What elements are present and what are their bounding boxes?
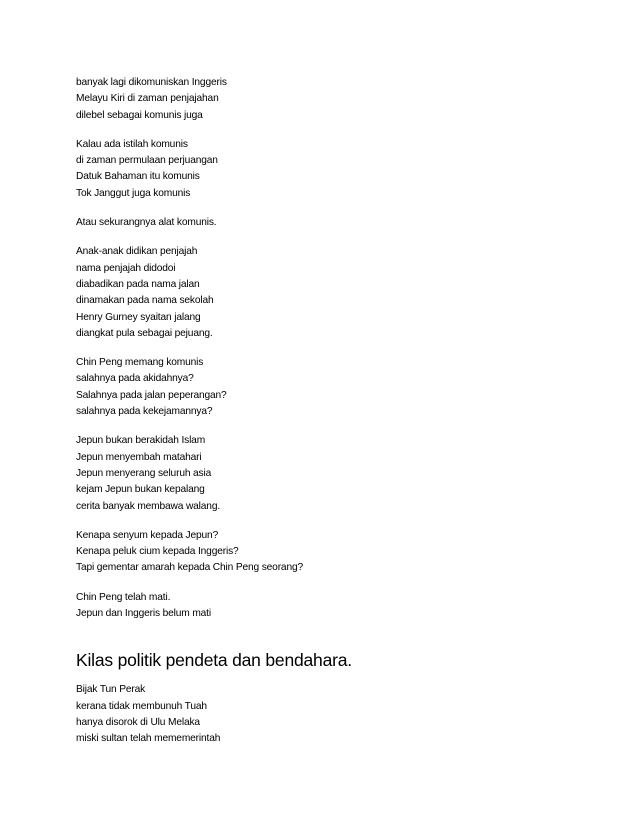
poem-line: dilebel sebagai komunis juga — [76, 109, 203, 121]
poem-line: kejam Jepun bukan kepalang — [76, 484, 205, 496]
poem-line: Chin Peng telah mati. — [76, 591, 171, 603]
final-stanza — [76, 682, 596, 747]
poem-line: Jepun bukan berakidah Islam — [76, 435, 206, 447]
poem-line: diabadikan pada nama jalan — [76, 278, 200, 290]
poem-line: di zaman permulaan perjuangan — [76, 155, 218, 167]
poem-line: dinamakan pada nama sekolah — [76, 295, 214, 307]
stanza-3 — [76, 215, 596, 231]
poem-line: banyak lagi dikomuniskan Inggeris — [76, 77, 227, 88]
poem-line: salahnya pada akidahnya? — [76, 373, 194, 385]
stanza-6 — [76, 433, 596, 514]
stanza-8 — [76, 590, 596, 623]
poem-line: Salahnya pada jalan peperangan? — [76, 389, 227, 401]
poem-line: Melayu Kiri di zaman penjajahan — [76, 93, 219, 105]
poem-line: diangkat pula sebagai pejuang. — [76, 327, 213, 339]
poem-line: Henry Gurney syaitan jalang — [76, 311, 201, 323]
stanza-1 — [76, 75, 596, 124]
poem-line: Jepun menyembah matahari — [76, 451, 202, 463]
poem-line: Chin Peng memang komunis — [76, 357, 204, 369]
poem-line: Tapi gementar amarah kepada Chin Peng seorang? — [76, 562, 303, 574]
poem-line: Datuk Bahaman itu komunis — [76, 171, 200, 183]
poem-line: Kenapa senyum kepada Jepun? — [76, 529, 219, 541]
section-heading: Kilas politik pendeta dan bendahara. — [76, 650, 352, 671]
poem-line: hanya disorok di Ulu Melaka — [76, 716, 200, 728]
poem-line: Jepun menyerang seluruh asia — [76, 467, 212, 479]
poem-line: Atau sekurangnya alat komunis. — [76, 217, 217, 229]
stanza-7 — [76, 528, 596, 577]
stanza-2 — [76, 137, 596, 202]
poem-line: kerana tidak membunuh Tuah — [76, 700, 207, 712]
poem-line: cerita banyak membawa walang. — [76, 500, 221, 512]
stanza-5 — [76, 355, 596, 420]
poem-line: salahnya pada kekejamannya? — [76, 406, 213, 418]
poem-line: miski sultan telah mememerintah — [76, 733, 221, 745]
poem-line: Bijak Tun Perak — [76, 684, 146, 696]
document-page — [76, 75, 596, 761]
poem-line: Anak-anak didikan penjajah — [76, 246, 198, 258]
poem-line: Jepun dan Inggeris belum mati — [76, 608, 211, 620]
poem-line: Kenapa peluk cium kepada Inggeris? — [76, 546, 239, 558]
stanza-4 — [76, 244, 596, 342]
poem-line: nama penjajah didodoi — [76, 262, 176, 274]
poem-line: Kalau ada istilah komunis — [76, 138, 188, 150]
poem-line: Tok Janggut juga komunis — [76, 187, 191, 199]
